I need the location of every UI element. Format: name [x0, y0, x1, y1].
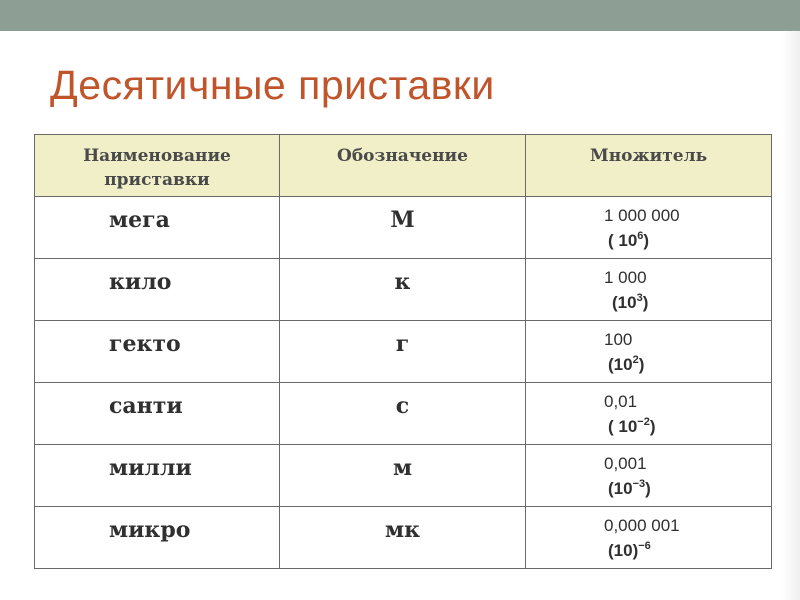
power-base: (10: [608, 355, 633, 374]
table-header-row: [35, 135, 772, 197]
multiplier-power: [604, 474, 771, 499]
prefix-symbol: М: [280, 197, 526, 259]
header-prefix-name-line1: Наименование: [83, 146, 231, 166]
power-close: ): [642, 293, 649, 312]
power-base: (10: [608, 479, 633, 498]
header-prefix-name-line2: приставки: [104, 170, 210, 190]
prefix-name: микро: [35, 507, 280, 569]
multiplier-value: 0,01: [604, 392, 638, 411]
table-row: [35, 507, 772, 569]
multiplier-power: [604, 350, 771, 375]
multiplier-value: 1 000 000: [604, 206, 680, 225]
multiplier-power: [604, 226, 771, 251]
multiplier-value: 100: [604, 330, 633, 349]
power-exponent: 2: [632, 354, 639, 366]
power-base: ( 10: [608, 417, 638, 436]
power-base: ( 10: [608, 231, 638, 250]
power-exponent: 3: [636, 292, 643, 304]
header-prefix-name: [35, 135, 280, 197]
prefix-symbol: мк: [280, 507, 526, 569]
prefix-symbol: к: [280, 259, 526, 321]
table-row: [35, 259, 772, 321]
prefix-name: мега: [35, 197, 280, 259]
power-exponent: −3: [632, 478, 646, 490]
power-close: ): [649, 417, 656, 436]
power-exponent: −6: [638, 540, 651, 552]
multiplier-power: [604, 536, 771, 561]
prefix-symbol: м: [280, 445, 526, 507]
slide-title: Десятичные приставки: [50, 62, 495, 108]
multiplier-power: [604, 412, 771, 437]
power-exponent: 6: [637, 230, 644, 242]
prefix-name: милли: [35, 445, 280, 507]
top-accent-bar: [0, 0, 800, 31]
power-base: (10: [612, 293, 637, 312]
power-close: ): [645, 479, 651, 498]
multiplier-value: 0,001: [604, 454, 647, 473]
prefix-symbol: с: [280, 383, 526, 445]
multiplier-value: 1 000: [604, 268, 647, 287]
power-close: ): [638, 355, 645, 374]
prefix-table: [34, 134, 772, 569]
prefix-symbol: г: [280, 321, 526, 383]
power-close: ): [643, 231, 650, 250]
slide-edge-shadow: [782, 31, 800, 600]
power-exponent: −2: [637, 416, 650, 428]
prefix-multiplier: [526, 383, 772, 445]
prefix-multiplier: [526, 259, 772, 321]
multiplier-power: [604, 288, 771, 313]
multiplier-value: 0,000 001: [604, 516, 680, 535]
prefix-table-container: [34, 134, 772, 569]
table-row: [35, 321, 772, 383]
prefix-name: санти: [35, 383, 280, 445]
prefix-name: кило: [35, 259, 280, 321]
header-symbol: Обозначение: [280, 135, 526, 197]
table-row: [35, 445, 772, 507]
table-row: [35, 383, 772, 445]
prefix-multiplier: [526, 445, 772, 507]
prefix-name: гекто: [35, 321, 280, 383]
prefix-multiplier: [526, 197, 772, 259]
prefix-multiplier: [526, 321, 772, 383]
power-base: (10): [608, 541, 639, 560]
table-row: [35, 197, 772, 259]
header-multiplier: Множитель: [526, 135, 772, 197]
prefix-multiplier: [526, 507, 772, 569]
